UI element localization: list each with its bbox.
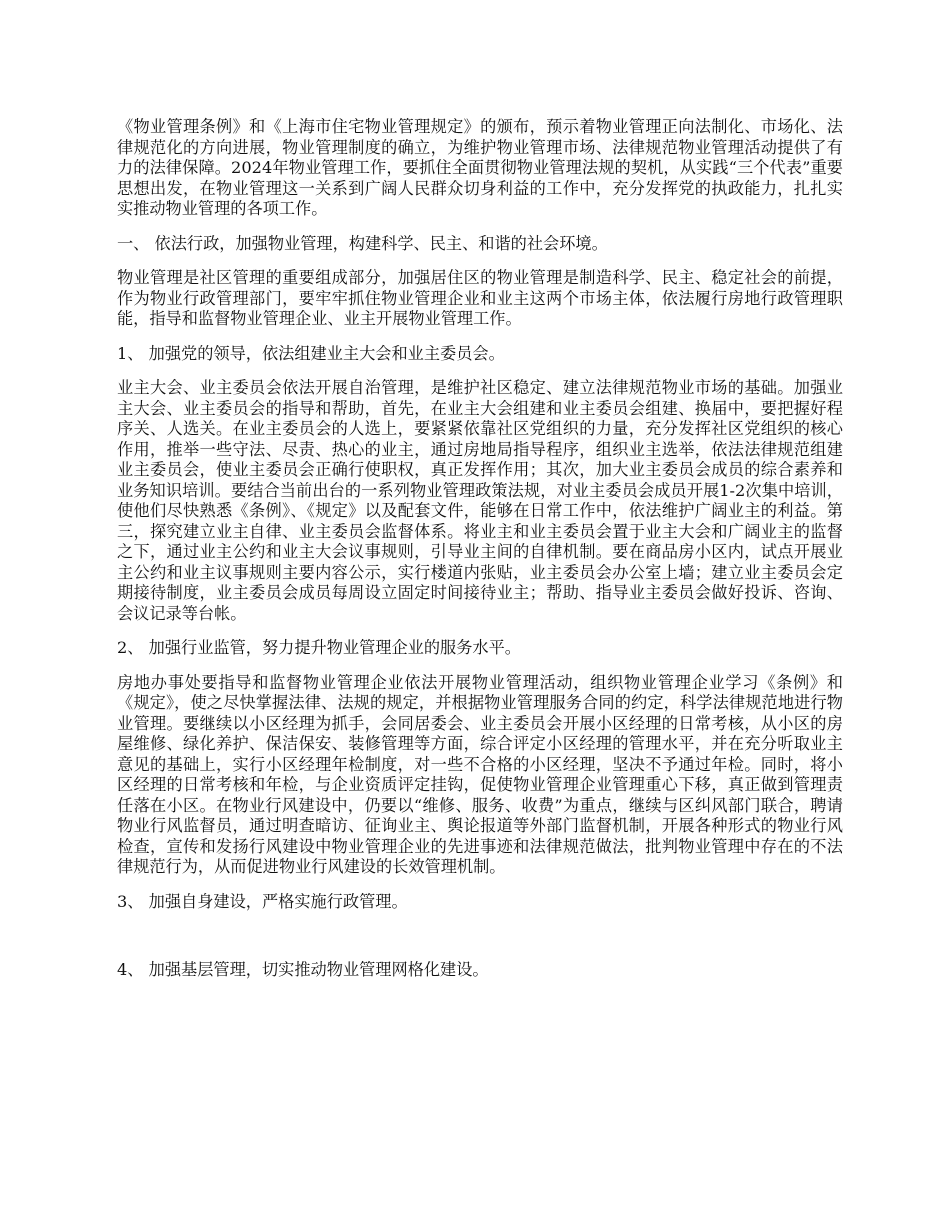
section-heading-1: 一、 依法行政，加强物业管理，构建科学、民主、和谐的社会环境。 xyxy=(117,233,608,253)
subsection-1-paragraph: 业主大会、业主委员会依法开展自治管理，是维护社区稳定、建立法律规范物业市场的基础。加强业主大会、业主委员会的指导和帮助，首先，在业主大会组建和业主委员会组建、换届中，要把握好程序关、人选关。在业主委员会的人选上，要紧紧依靠社区党组织的力量，充分发挥社区党组织的核心作用，推举一些守法、尽责、热心的业主，通过房地局指导程序，组织业主选举，依法法律规范组建业主委员会，使业主委员会正确行使职权，真正发挥作用；其次，加大业主委员会成员的综合素养和业务知识培训。要结合当前出台的一系列物业管理政策法规，对业主委员会成员开展1-2次集中培训，使他们尽快熟悉《条例》、《规定》以及配套文件，能够在日常工作中，依法维护广阔业主的利益。第三，探究建立业主自律、业主委员会监督体系。将业主和业主委员会置于业主大会和广阔业主的监督之下，通过业主公约和业主大会议事规则，引导业主间的自律机制。要在商品房小区内，试点开展业主公约和业主议事规则主要内容公示，实行楼道内张贴，业主委员会办公室上墙；建立业主委员会定期接待制度，业主委员会成员每周设立固定时间接待业主；帮助、指导业主委员会做好投诉、咨询、会议记录等台帐。 xyxy=(117,378,843,623)
subheading-4: 4、 加强基层管理，切实推动物业管理网格化建设。 xyxy=(117,960,489,979)
blank-space xyxy=(117,926,843,960)
document-body xyxy=(117,117,843,995)
section-1-paragraph: 物业管理是社区管理的重要组成部分，加强居住区的物业管理是制造科学、民主、稳定社会的前提，作为物业行政管理部门，要牢牢抓住物业管理企业和业主这两个市场主体，依法履行房地行政管理职能，指导和监督物业管理企业、业主开展物业管理工作。 xyxy=(117,268,843,328)
subheading-2: 2、 加强行业监管，努力提升物业管理企业的服务水平。 xyxy=(117,638,521,657)
intro-paragraph: 《物业管理条例》和《上海市住宅物业管理规定》的颁布，预示着物业管理正向法制化、市场化、法律规范化的方向进展，物业管理制度的确立，为维护物业管理市场、法律规范物业管理活动提供了有力的法律保障。2024年物业管理工作，要抓住全面贯彻物业管理法规的契机，从实践“三个代表”重要思想出发，在物业管理这一关系到广阔人民群众切身利益的工作中，充分发挥党的执政能力，扎扎实实推动物业管理的各项工作。 xyxy=(117,117,843,218)
subheading-3: 3、 加强自身建设，严格实施行政管理。 xyxy=(117,891,408,911)
subheading-1: 1、 加强党的领导，依法组建业主大会和业主委员会。 xyxy=(117,343,505,363)
subsection-2-paragraph: 房地办事处要指导和监督物业管理企业依法开展物业管理活动，组织物业管理企业学习《条例》和《规定》，使之尽快掌握法律、法规的规定，并根据物业管理服务合同的约定，科学法律规范地进行物业管理。要继续以小区经理为抓手，会同居委会、业主委员会开展小区经理的日常考核，从小区的房屋维修、绿化养护、保洁保安、装修管理等方面，综合评定小区经理的管理水平，并在充分听取业主意见的基础上，实行小区经理年检制度，对一些不合格的小区经理，坚决不予通过年检。同时，将小区经理的日常考核和年检，与企业资质评定挂钩，促使物业管理企业管理重心下移，真正做到管理责任落在小区。在物业行风建设中，仍要以“维修、服务、收费”为重点，继续与区纠风部门联合，聘请物业行风监督员，通过明查暗访、征询业主、舆论报道等外部门监督机制，开展各种形式的物业行风检查，宣传和发扬行风建设中物业管理企业的先进事迹和法律规范做法，批判物业管理中存在的不法律规范行为，从而促进物业行风建设的长效管理机制。 xyxy=(117,672,843,876)
